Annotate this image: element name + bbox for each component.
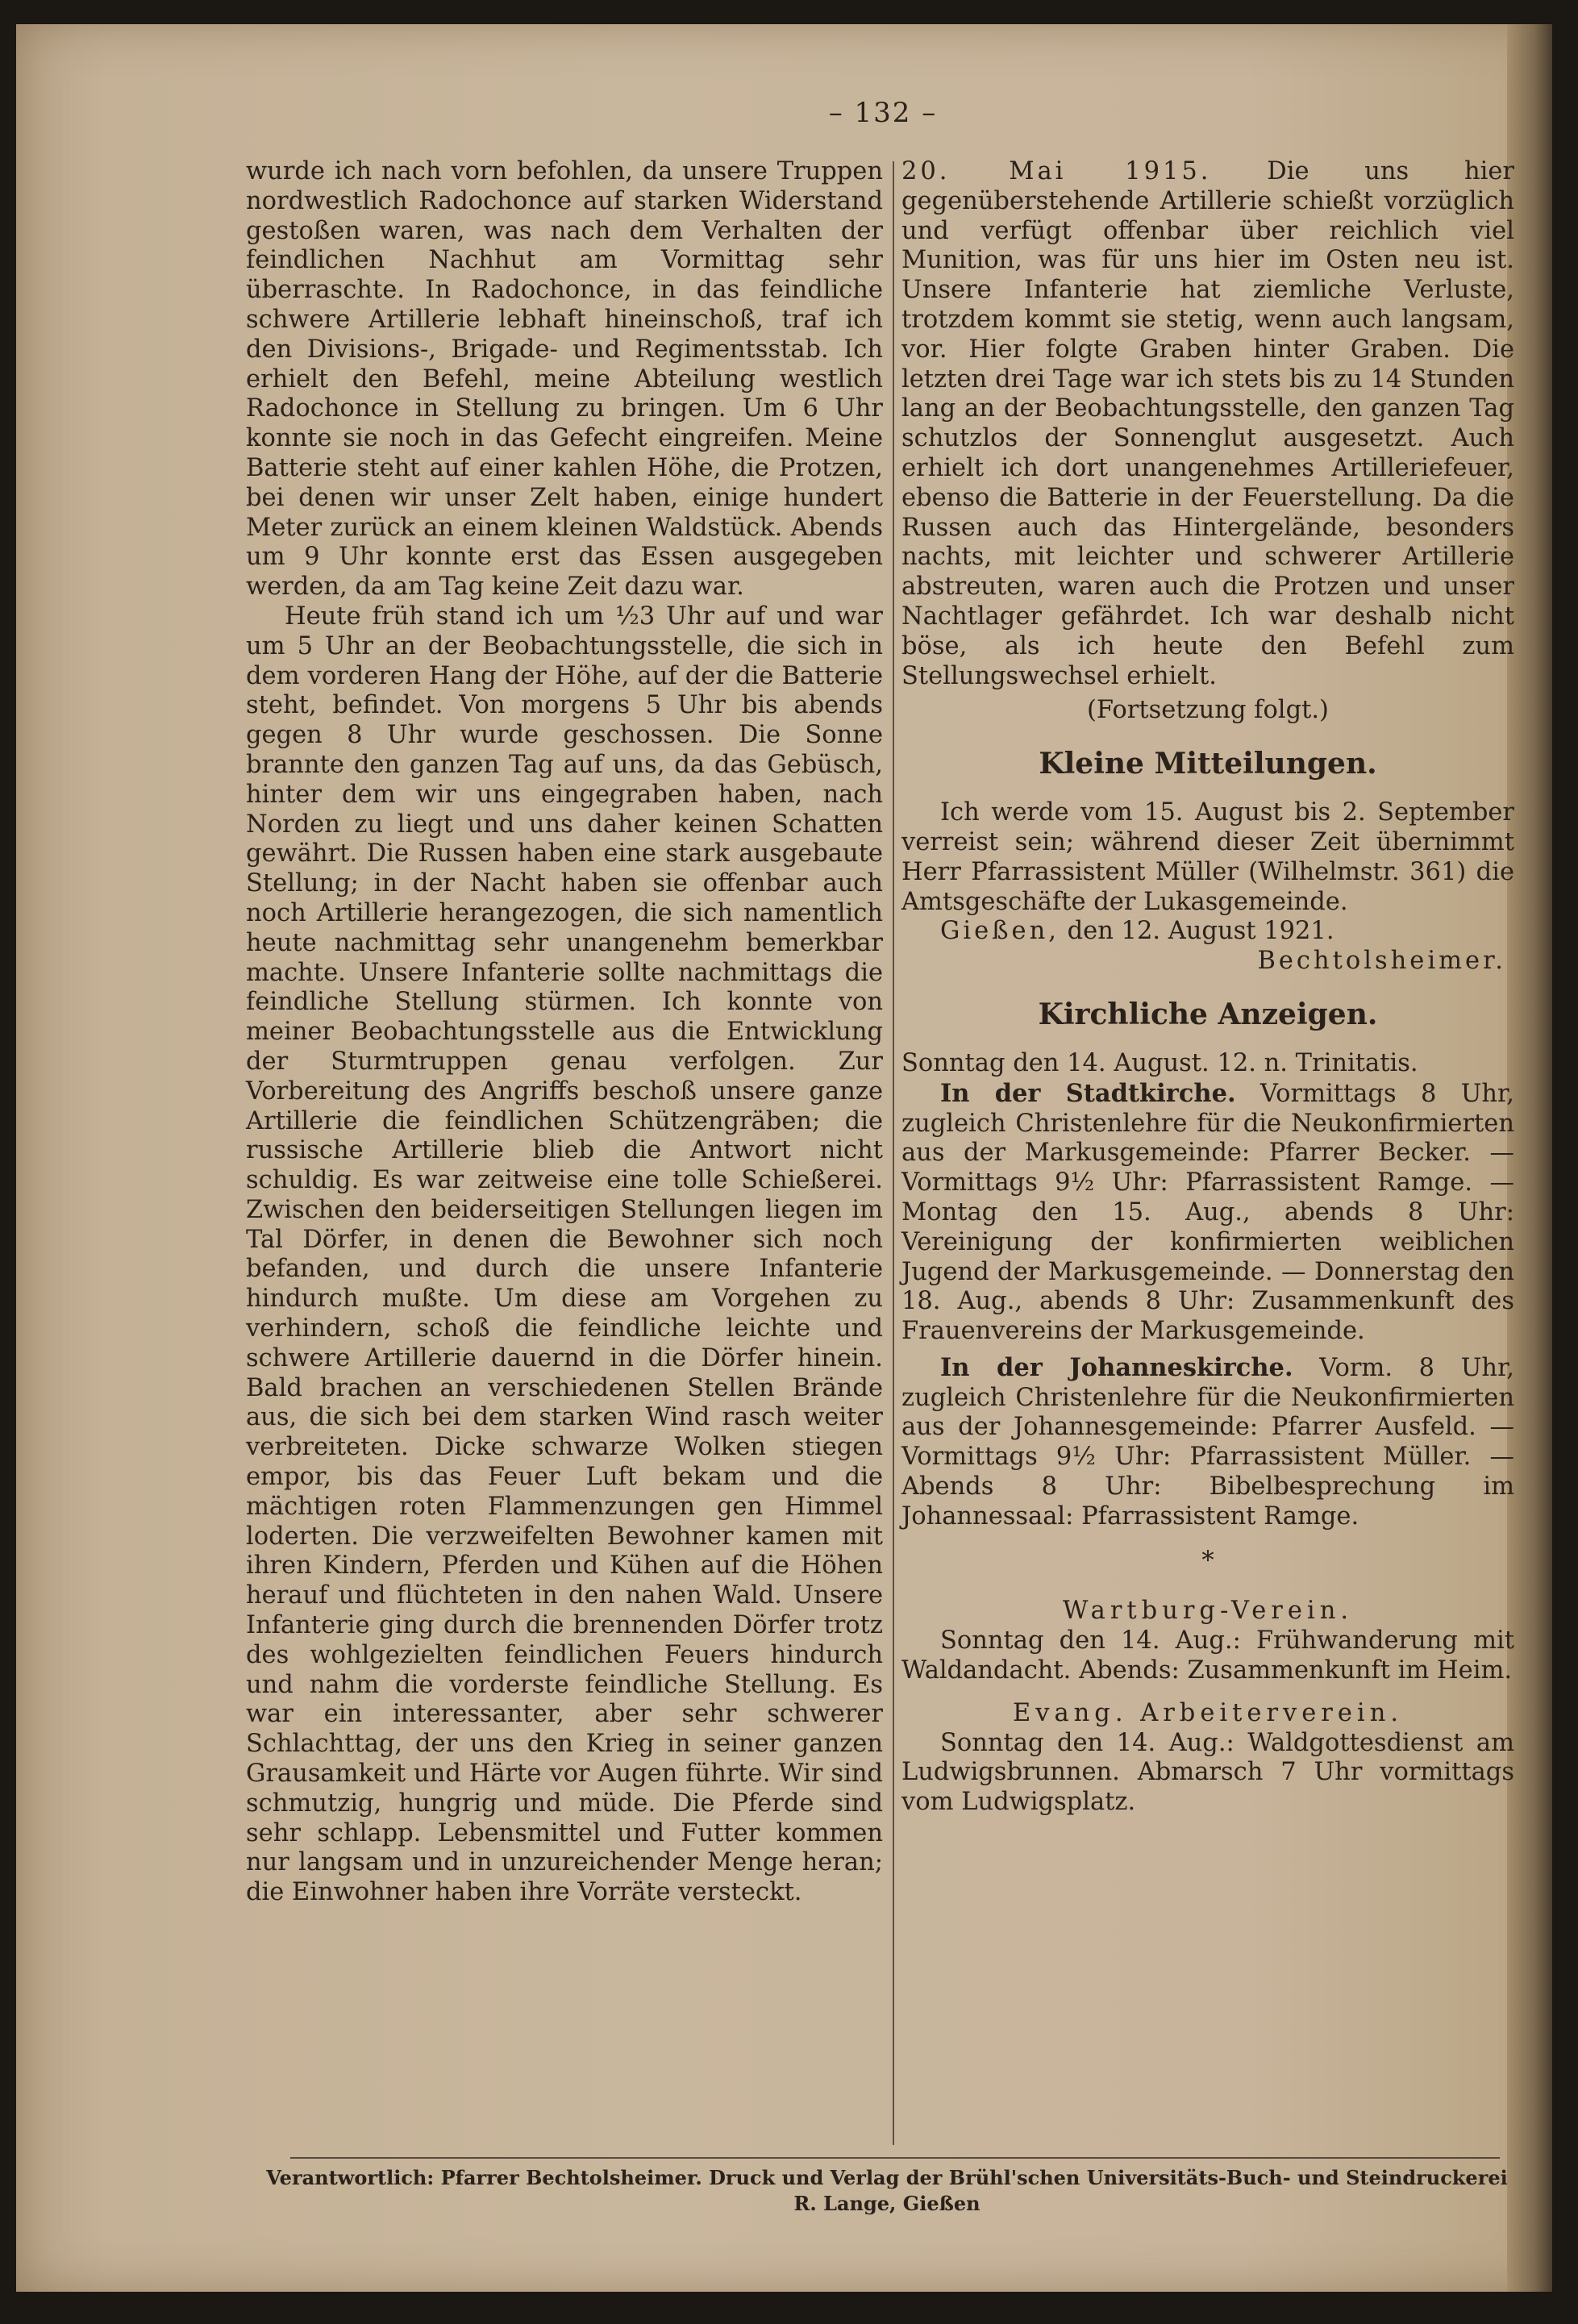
newsletter-page [16,24,1552,2292]
imprint-footer [258,2165,1516,2217]
sunday-line: Sonntag den 14. August. 12. n. Trinitatis. [901,1048,1418,1077]
left-paragraph-1: wurde ich nach vorn befohlen, da unsere Truppen nordwestlich Radochonce auf starken Widerstand gestoßen waren, was nach dem Verhalten der feindlichen Nachhut am Vormittag sehr überraschte. In Radochonce, in das feindliche schwere Artillerie lebhaft hineinschoß, traf ich den Divisions-, Brigade- und Regimentsstab. Ich erhielt den Befehl, meine Abteilung westlich Radochonce in Stellung zu bringen. Um 6 Uhr konnte sie noch in das Gefecht eingreifen. Meine Batterie steht auf einer kahlen Höhe, die Protzen, bei denen wir unser Zelt haben, einige hundert Meter zurück an einem kleinen Waldstück. Abends um 9 Uhr konnte erst das Essen ausgegeben werden, da am Tag keine Zeit dazu war. [246,157,883,602]
heading-small-notices: Kleine Mitteilungen. [1039,747,1377,781]
notice-place: Gießen, [940,917,1060,946]
diary-date: 20. Mai 1915. [901,157,1212,185]
left-paragraph-2: Heute früh stand ich um ½3 Uhr auf und war um 5 Uhr an der Beobachtungsstelle, die sich in dem vorderen Hang der Höhe, auf der die Batterie steht, befindet. Von morgens 5 Uhr bis abends gegen 8 Uhr wurde geschossen. Die Sonne brannte den ganzen Tag auf uns, da das Gebüsch, hinter dem wir uns eingegraben haben, nach Norden zu liegt und uns daher keinen Schatten gewährt. Die Russen haben eine stark ausgebaute Stellung; in der Nacht haben sie offenbar auch noch Artillerie herangezogen, die sich namentlich heute nachmittag sehr unangenehm bemerkbar machte. Unsere Infanterie sollte nachmittags die feindliche Stellung stürmen. Ich konnte von meiner Beobachtungsstelle aus die Entwicklung der Sturmtruppen genau verfolgen. Zur Vorbereitung des Angriffs beschoß unsere ganze Artillerie die feindlichen Schützengräben; die russische Artillerie blieb die Antwort nicht schuldig. Es war zeitweise eine tolle Schießerei. Zwischen den beiderseitigen Stellungen liegen im Tal Dörfer, in denen die Bewohner sich noch befanden, und durch die unsere Infanterie hindurch mußte. Um diese am Vorgehen zu verhindern, schoß die feindliche leichte und schwere Artillerie dauernd in die Dörfer hinein. Bald brachen an verschiedenen Stellen Brände aus, die sich bei dem starken Wind rasch weiter verbreiteten. Dicke schwarze Wolken stiegen empor, bis das Feuer Luft bekam und die mächtigen roten Flammenzungen gen Himmel loderten. Die verzweifelten Bewohner kamen mit ihren Kindern, Pferden und Kühen auf die Höhen herauf und flüchteten in den nahen Wald. Unsere Infanterie ging durch die brennenden Dörfer trotz des wohlgezielten feindlichen Feuers hindurch und nahm die vorderste feindliche Stellung. Es war ein interessanter, aber sehr schwerer Schlachttag, der uns den Krieg in seiner ganzen Grausamkeit und Härte vor Augen führte. Wir sind schmutzig, hungrig und müde. Die Pferde sind sehr schlapp. Lebensmittel und Futter kommen nur langsam und in unzureichender Menge heran; die Einwohner haben ihre Vorräte versteckt. [246,602,883,1907]
imprint-line-1: Verantwortlich: Pfarrer Bechtolsheimer. Druck und Verlag der Brühl'schen Universitäts-Buch- und Steindruckerei [266,2166,1508,2189]
heading-wartburg: Wartburg-Verein. [1062,1597,1354,1626]
notice-date: den 12. August 1921. [1067,917,1334,946]
imprint-line-2: R. Lange, Gießen [793,2192,981,2215]
notice-dateline [901,917,1514,947]
johanneskirche-text: Vorm. 8 Uhr, zugleich Christenlehre für die Neukonfirmierten aus der Johannesgemeinde: Pfarrer Ausfeld. — Vormittags 9½ Uhr: Pfarrassistent Müller. — Abends 8 Uhr: Bibelbesprechung im Johannessaal: Pfarrassistent Ramge. [901,1353,1514,1531]
stadtkirche-entry [901,1079,1514,1347]
stadtkirche-label: In der Stadtkirche. [940,1078,1236,1108]
section-separator: * [1201,1546,1214,1575]
johanneskirche-entry [901,1353,1514,1532]
diary-text: Die uns hier gegenüberstehende Artillerie schießt vorzüglich und verfügt offenbar über reichlich viel Munition, was für uns hier im Osten neu ist. Unsere Infanterie hat ziemliche Verluste, trotzdem kommt sie stetig, wenn auch langsam, vor. Hier folgte Graben hinter Graben. Die letzten drei Tage war ich stets bis zu 14 Stunden lang an der Beobachtungsstelle, den ganzen Tag schutzlos der Sonnenglut ausgesetzt. Auch erhielt ich dort unangenehmes Artilleriefeuer, ebenso die Batterie in der Feuerstellung. Da die Russen auch das Hintergelände, besonders nachts, mit leichter und schwerer Artillerie abstreuten, waren auch die Protzen und unser Nachtlager gefährdet. Ich war deshalb nicht böse, als ich heute den Befehl zum Stellungswechsel erhielt. [901,157,1514,690]
continuation-note: (Fortsetzung folgt.) [1087,696,1329,725]
right-column [901,157,1514,1818]
johanneskirche-label: In der Johanneskirche. [940,1352,1293,1382]
notice-signature: Bechtolsheimer. [1257,947,1506,976]
stadtkirche-text: Vormittags 8 Uhr, zugleich Christenlehre für die Neukonfirmierten aus der Markusgemeinde: Pfarrer Becker. — Vormittags 9½ Uhr: Pfarrassistent Ramge. — Montag den 15. Aug., abends 8 Uhr: Vereinigung der konfirmierten weiblichen Jugend der Markusgemeinde. — Donnerstag den 18. Aug., abends 8 Uhr: Zusammenkunft des Frauenvereins der Markusgemeinde. [901,1079,1514,1346]
notice-text: Ich werde vom 15. August bis 2. September verreist sein; während dieser Zeit übernimmt Herr Pfarrassistent Müller (Wilhelmstr. 361) die Amtsgeschäfte der Lukasgemeinde. [901,798,1514,916]
heading-church-notices: Kirchliche Anzeigen. [1038,997,1378,1031]
footer-rule [290,2157,1500,2159]
left-column [246,157,883,1908]
page-number: – 132 – [828,97,938,129]
diary-entry [901,157,1514,691]
wartburg-text: Sonntag den 14. Aug.: Frühwanderung mit Waldandacht. Abends: Zusammenkunft im Heim. [901,1626,1514,1685]
heading-arbeiterverein: Evang. Arbeiterverein. [1012,1698,1404,1727]
arbeiterverein-text: Sonntag den 14. Aug.: Waldgottesdienst am Ludwigsbrunnen. Abmarsch 7 Uhr vormittags vom Ludwigsplatz. [901,1728,1514,1817]
column-divider [893,161,894,2145]
